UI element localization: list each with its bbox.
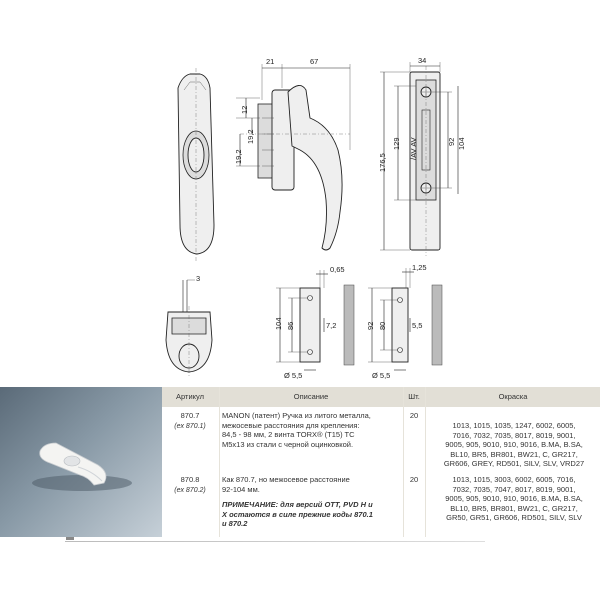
article-old-code: (ex 870.2) [174, 486, 206, 494]
dim-0-65: 0,65 [330, 265, 345, 274]
table-row [162, 475, 218, 495]
footer-divider [65, 541, 485, 542]
quantity: 20 [409, 411, 419, 420]
dim-d5-5-b: Ø 5,5 [372, 371, 391, 380]
note-line: ПРИМЕЧАНИЕ: для версий OTT, PVD H и [222, 500, 373, 509]
dim-1-25: 1,25 [412, 263, 427, 272]
plate-80-view [366, 263, 442, 380]
header-article: Артикул [176, 392, 204, 401]
note-line: X остаются в силе прежние коды 870.1 [222, 509, 373, 519]
dim-d5-5-a: Ø 5,5 [284, 371, 303, 380]
dim-92-b: 92 [366, 321, 375, 330]
dim-34: 34 [418, 56, 427, 65]
dim-19-2-b: 19,2 [246, 129, 255, 144]
handle-back-view [378, 56, 466, 256]
dim-104: 104 [457, 137, 466, 150]
header-qty: Шт. [408, 392, 420, 401]
product-table [0, 387, 600, 537]
quantity: 20 [409, 475, 419, 484]
article-code: 870.7 [180, 411, 200, 420]
dim-5-5: 5,5 [412, 321, 423, 330]
dim-21: 21 [266, 57, 275, 66]
color-codes: 1013, 1015, 3003, 6002, 6005, 7016, 7032, 7035, 7047, 8017, 8019, 9001, 9005, 905, 9010, 910, 9016, B.MA, B.SA, BL10, BR5, BR801, BW21, C, GR217, GR50, GR51, GR606, RD501, SILV, SLV [445, 475, 583, 522]
svg-text:/AV AV: /AV AV [409, 137, 418, 160]
description: Как 870.7, но межосевое расстояние 92-104 мм. ПРИМЕЧАНИЕ: для версий OTT, PVD H и X остаются в силе прежние коды 870.1 и 870.2 [222, 475, 404, 529]
article-code: 870.8 [180, 475, 200, 484]
dim-92: 92 [447, 137, 456, 146]
dim-3: 3 [196, 274, 201, 283]
dim-86: 86 [286, 321, 295, 330]
dim-104-b: 104 [274, 317, 283, 330]
handle-front-view [178, 68, 214, 262]
table-row [162, 411, 218, 431]
plate-86-view [274, 265, 354, 380]
header-color: Окраска [498, 392, 528, 401]
header-description: Описание [293, 392, 329, 401]
note-line: и 870.2 [222, 519, 248, 528]
description: MANON (патент) Ручка из литого металла, межосевые расстояния для крепления: 84,5 - 98 мм, 2 винта TORX® (T15) TC M5x13 из стали с черной оцинковкой. [222, 411, 371, 449]
color-codes: 1013, 1015, 1035, 1247, 6002, 6005, 7016, 7032, 7035, 8017, 8019, 9001, 9005, 905, 9010, 910, 9016, B.MA, B.SA, BL10, BR5, BR801, BW21, C, GR217, GR606, GREY, RD501, SILV, SLV, VRD27 [443, 421, 585, 468]
product-photo [0, 387, 162, 537]
footer-mark [66, 537, 74, 540]
article-old-code: (ex 870.1) [174, 422, 206, 430]
dim-19-2-a: 19,2 [234, 149, 243, 164]
dim-7-2: 7,2 [326, 321, 337, 330]
dim-129: 129 [392, 137, 401, 150]
dim-80: 80 [378, 321, 387, 330]
dim-12: 12 [240, 105, 249, 114]
dim-176-5: 176,5 [378, 153, 387, 172]
handle-bottom-view [166, 274, 212, 378]
handle-side-view [234, 57, 350, 250]
table-header [162, 387, 600, 407]
dim-67: 67 [310, 57, 319, 66]
